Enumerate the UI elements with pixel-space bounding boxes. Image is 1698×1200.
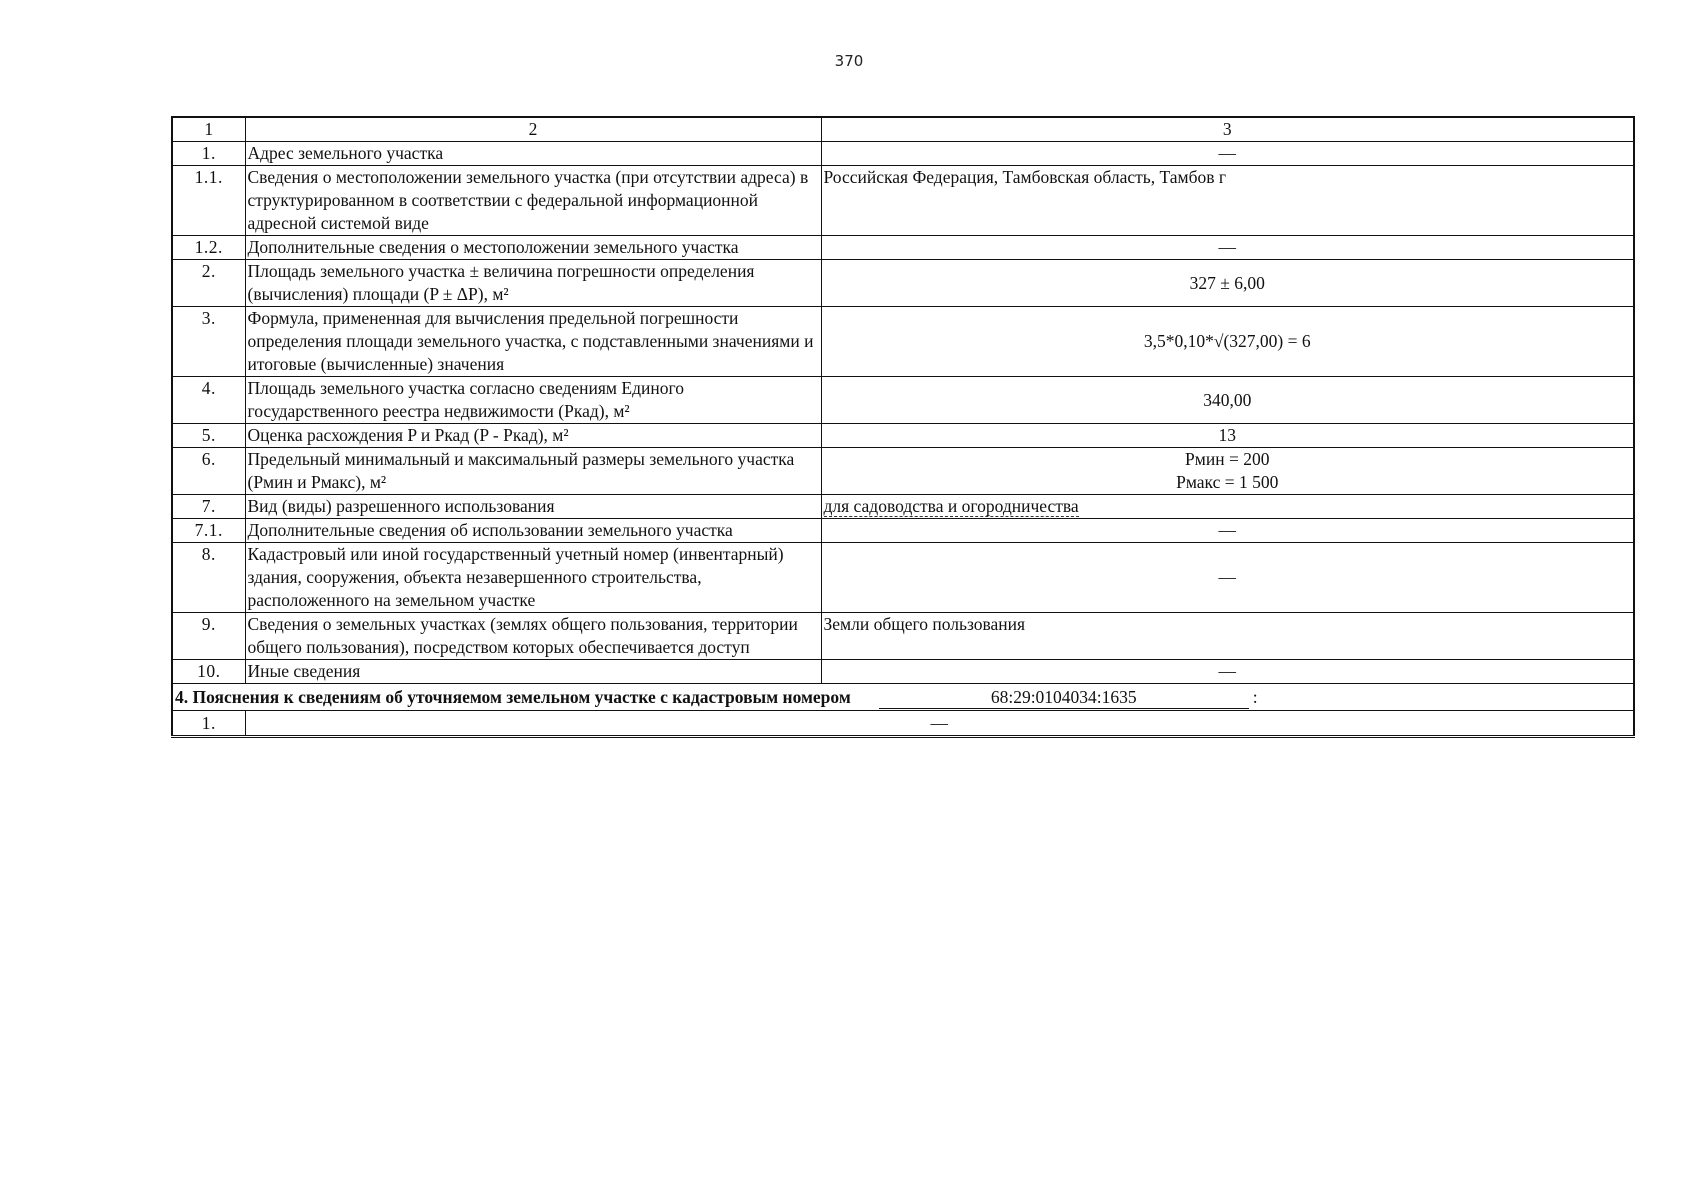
row-value: Земли общего пользования [821, 613, 1634, 660]
row-number: 2. [172, 260, 245, 307]
row-value: — [821, 142, 1634, 166]
row-number: 6. [172, 448, 245, 495]
table-row [172, 260, 1634, 307]
row-value: 340,00 [821, 377, 1634, 424]
max-size-value: Рмакс = 1 500 [1176, 472, 1279, 492]
table-row [172, 711, 1634, 737]
table-row [172, 377, 1634, 424]
row-value: — [821, 519, 1634, 543]
header-col-2: 2 [245, 117, 821, 142]
row-label: Формула, примененная для вычисления предельной погрешности определения площади земельного участка, с подставленными значениями и итоговые (вычисленные) значения [245, 307, 821, 377]
header-col-1: 1 [172, 117, 245, 142]
min-size-value: Рмин = 200 [1185, 449, 1270, 469]
row-number: 1.1. [172, 166, 245, 236]
section-4-colon: : [1252, 686, 1258, 707]
row-label: Дополнительные сведения об использовании земельного участка [245, 519, 821, 543]
row-number: 4. [172, 377, 245, 424]
table-row [172, 307, 1634, 377]
row-value: Российская Федерация, Тамбовская область, Тамбов г [821, 166, 1634, 236]
row-label: Адрес земельного участка [245, 142, 821, 166]
cadastral-number: 68:29:0104034:1635 [879, 686, 1249, 709]
row-value: — [821, 543, 1634, 613]
row-label: Площадь земельного участка ± величина погрешности определения (вычисления) площади (P ± ΔP), м² [245, 260, 821, 307]
table-row [172, 519, 1634, 543]
table-row [172, 543, 1634, 613]
row-value: 3,5*0,10*√(327,00) = 6 [821, 307, 1634, 377]
row-label: Площадь земельного участка согласно сведениям Единого государственного реестра недвижимости (Ркад), м² [245, 377, 821, 424]
row-label: Сведения о местоположении земельного участка (при отсутствии адреса) в структурированном в соответствии с федеральной информационной адресной системой виде [245, 166, 821, 236]
page-number: 370 [834, 52, 864, 70]
row-number: 1. [172, 142, 245, 166]
table-row [172, 142, 1634, 166]
row-number: 1.2. [172, 236, 245, 260]
table-row [172, 448, 1634, 495]
header-col-3: 3 [821, 117, 1634, 142]
permitted-use-value: для садоводства и огородничества [823, 496, 1079, 516]
row-number: 1. [172, 711, 245, 737]
row-number: 9. [172, 613, 245, 660]
table-row [172, 424, 1634, 448]
row-number: 8. [172, 543, 245, 613]
section-4-title: 4. Пояснения к сведениям об уточняемом земельном участке с кадастровым номером [175, 686, 851, 707]
row-number: 7. [172, 495, 245, 519]
row-label: Сведения о земельных участках (землях общего пользования, территории общего пользования), посредством которых обеспечивается доступ [245, 613, 821, 660]
row-value: 327 ± 6,00 [821, 260, 1634, 307]
table-row [172, 166, 1634, 236]
table-header-row [172, 117, 1634, 142]
row-label: Оценка расхождения P и Ркад (P - Ркад), м² [245, 424, 821, 448]
row-value: — [821, 236, 1634, 260]
row-value: — [821, 660, 1634, 684]
row-number: 3. [172, 307, 245, 377]
row-number: 5. [172, 424, 245, 448]
row-value [821, 495, 1634, 519]
row-label: Предельный минимальный и максимальный размеры земельного участка (Рмин и Рмакс), м² [245, 448, 821, 495]
table-row [172, 236, 1634, 260]
row-value: — [245, 711, 1634, 737]
row-value [821, 448, 1634, 495]
row-label: Иные сведения [245, 660, 821, 684]
row-label: Дополнительные сведения о местоположении земельного участка [245, 236, 821, 260]
row-number: 10. [172, 660, 245, 684]
row-value: 13 [821, 424, 1634, 448]
row-number: 7.1. [172, 519, 245, 543]
table-row [172, 613, 1634, 660]
row-label: Вид (виды) разрешенного использования [245, 495, 821, 519]
land-plot-table [171, 116, 1635, 738]
section-4-header-row [172, 684, 1634, 711]
table-row [172, 660, 1634, 684]
section-4-header [172, 684, 1634, 711]
row-label: Кадастровый или иной государственный учетный номер (инвентарный) здания, сооружения, объекта незавершенного строительства, расположенного на земельном участке [245, 543, 821, 613]
table-row [172, 495, 1634, 519]
